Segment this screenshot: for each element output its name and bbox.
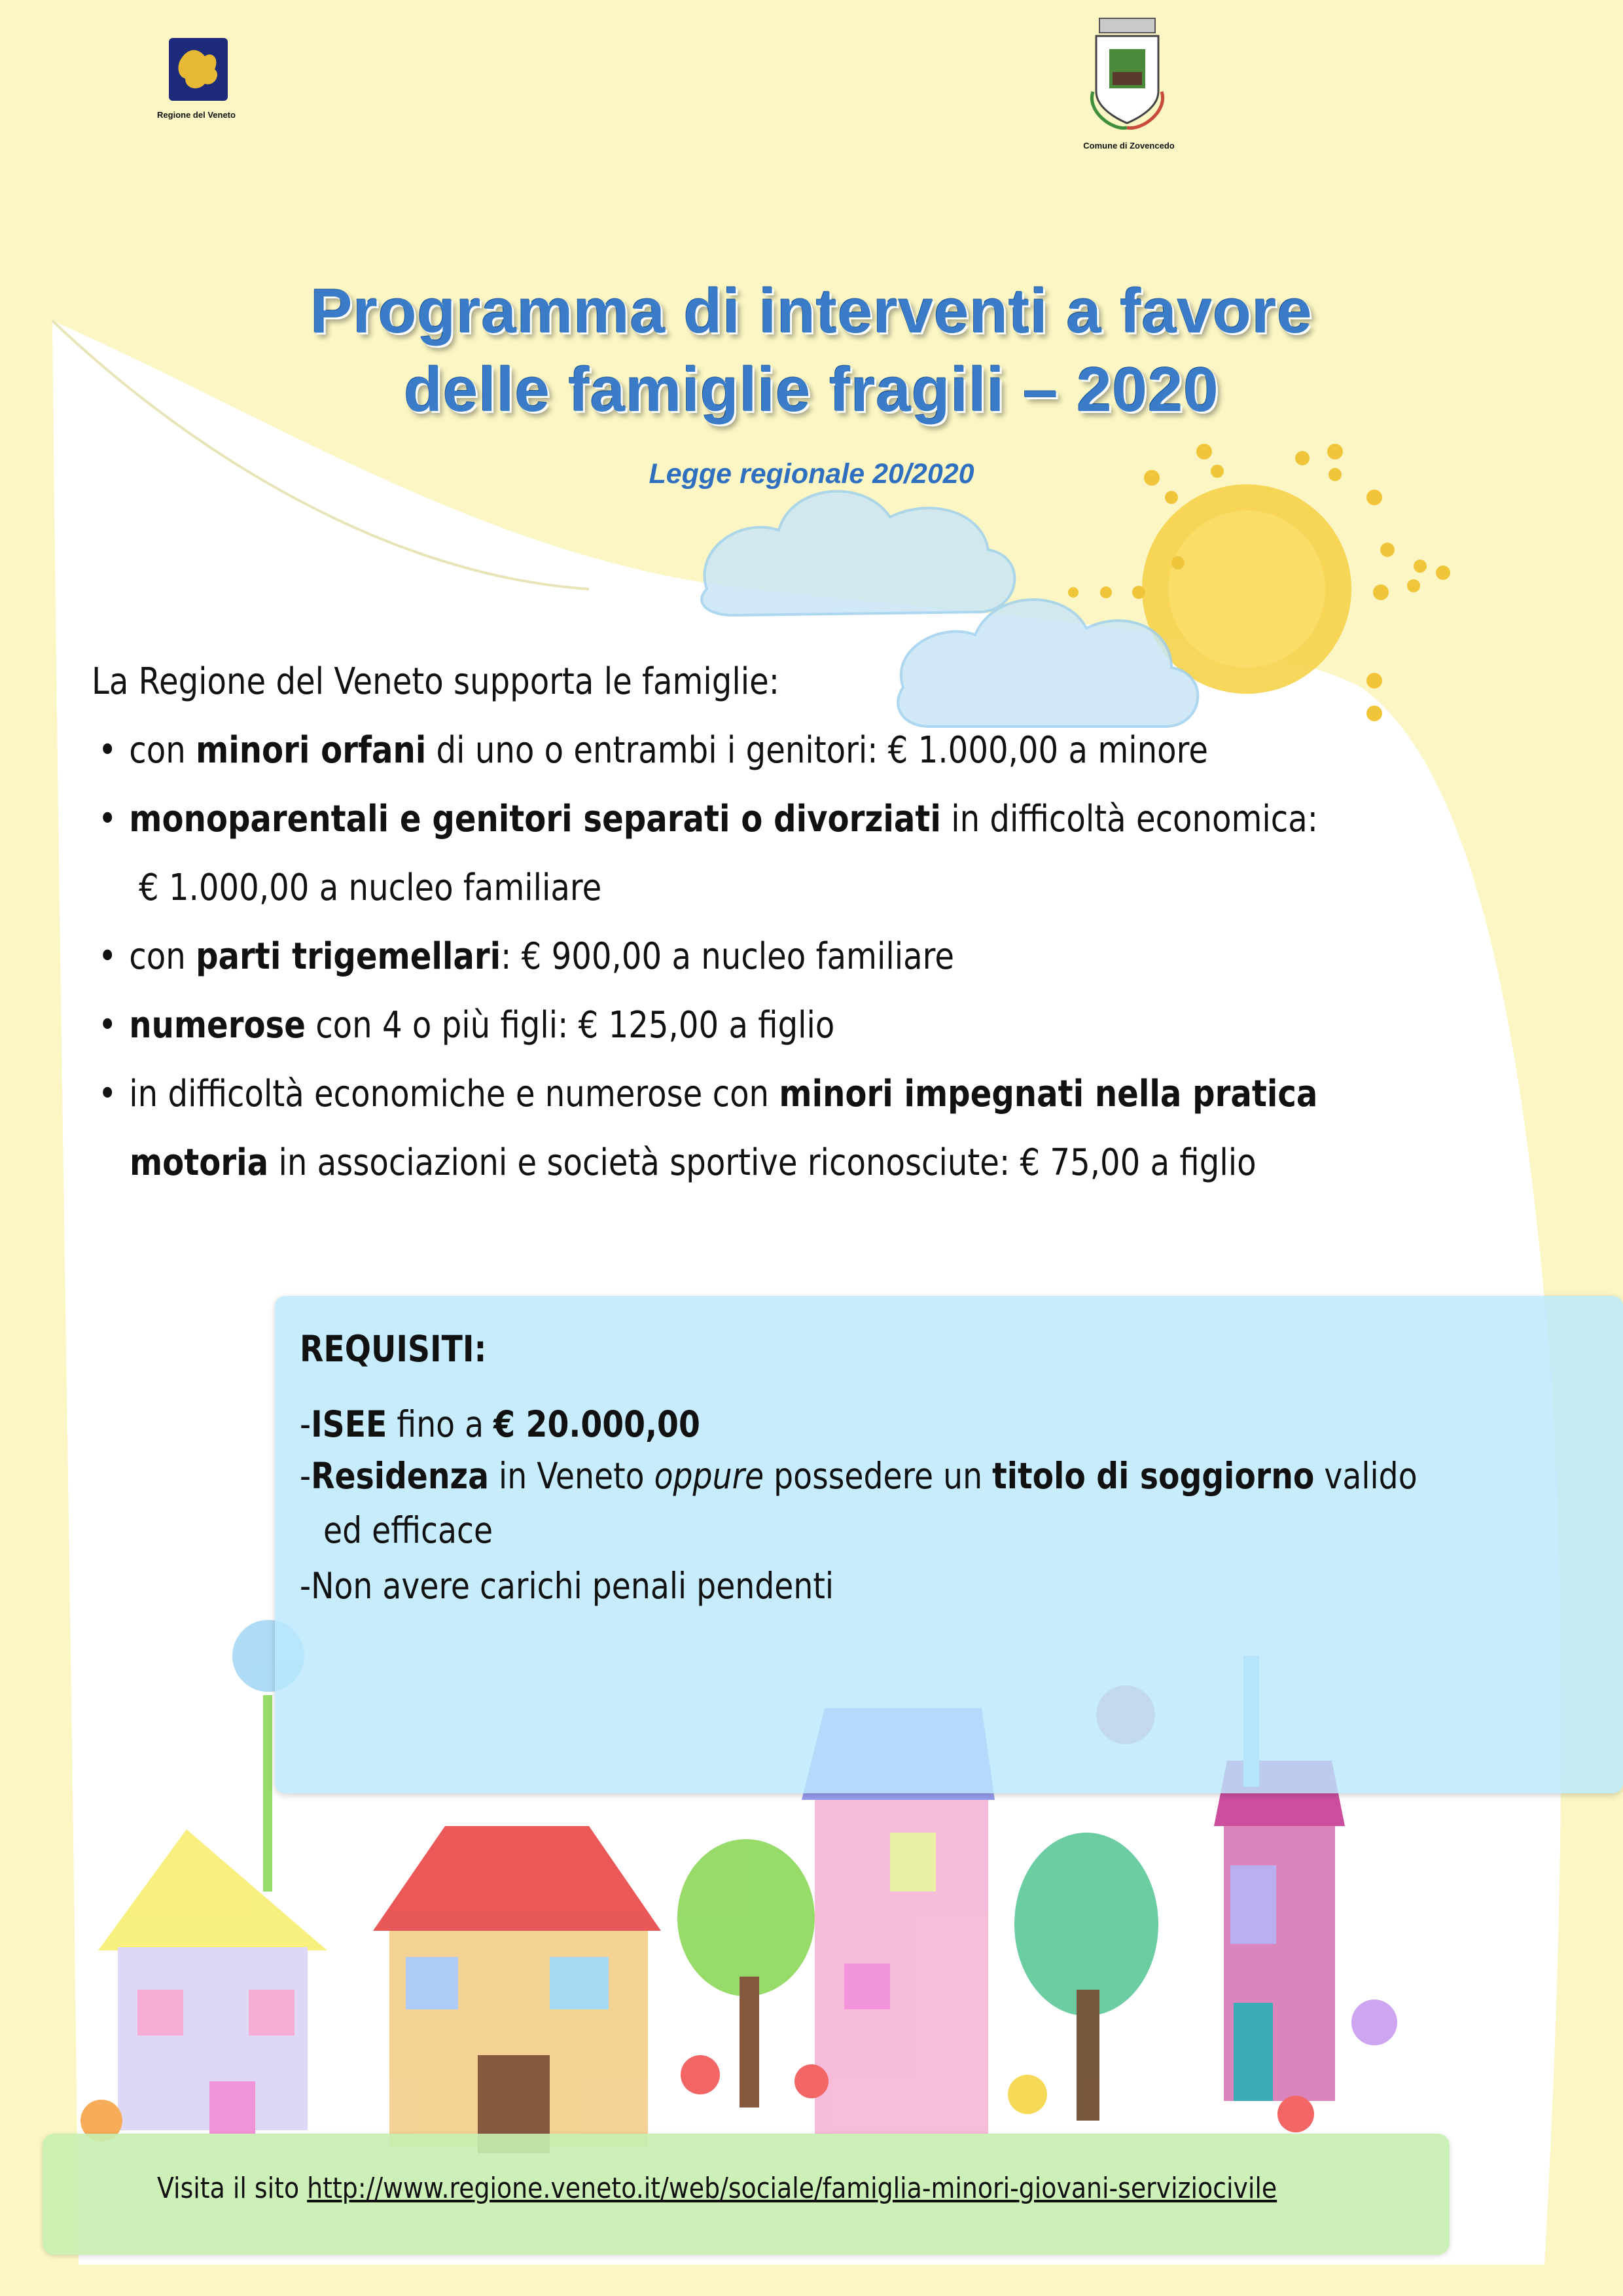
bullet-text: con 4 o più figli: € 125,00 a figlio [305, 1004, 835, 1047]
bullet-text: : € 900,00 a nucleo familiare [501, 935, 954, 978]
bullet-item-5 [98, 1073, 1317, 1115]
bullet-bold: numerose [129, 1004, 306, 1047]
intro-text: La Regione del Veneto supporta le famiglie: [92, 660, 779, 703]
bullet-text: con [129, 935, 196, 978]
regione-veneto-logo [169, 38, 228, 101]
bullet-dot: • [98, 1004, 117, 1047]
page-title-line-1: Programma di interventi a favore [310, 276, 1313, 346]
bullet-dot: • [98, 935, 117, 978]
req-bold: Residenza [311, 1455, 490, 1497]
req-bold: ISEE [311, 1403, 387, 1445]
bullet-text: in difficoltà economica: [940, 798, 1319, 840]
bullet-item-4 [98, 1005, 834, 1047]
bullet-item-3 [98, 936, 954, 978]
page-subtitle: Legge regionale 20/2020 [649, 458, 974, 490]
bullet-bold: minori orfani [196, 729, 427, 772]
req-italic: oppure [654, 1455, 764, 1497]
req-text: Non avere carichi penali pendenti [311, 1565, 834, 1607]
bullet-text: con [129, 729, 196, 772]
bullet-dot: • [98, 729, 117, 772]
req-text: fino a [387, 1403, 494, 1445]
bullet-bold: monoparentali e genitori separati o divorziati [129, 798, 941, 840]
comune-zovencedo-logo [1080, 13, 1175, 137]
requisiti-item-2-continuation: ed efficace [323, 1509, 493, 1551]
bullet-bold: parti trigemellari [196, 935, 501, 978]
requisiti-heading-text: REQUISITI: [300, 1328, 487, 1370]
req-bold: € 20.000,00 [493, 1403, 700, 1445]
footer-prefix: Visita il sito [157, 2172, 308, 2205]
req-text: possedere un [764, 1455, 993, 1497]
requisiti-item-3: -Non avere carichi penali pendenti [300, 1565, 834, 1607]
bullet-item-5-continuation [130, 1142, 1257, 1184]
bullet-text: in associazioni e società sportive riconosciute: € 75,00 a figlio [268, 1141, 1257, 1184]
bullet-dot: • [98, 1073, 117, 1115]
bullet-item-2-continuation: € 1.000,00 a nucleo familiare [139, 867, 602, 909]
footer-text [157, 2172, 1277, 2205]
bullet-dot: • [98, 798, 117, 840]
municipal-crest-icon [1080, 13, 1175, 137]
bullet-bold: minori impegnati nella pratica [779, 1073, 1318, 1115]
requisiti-heading [300, 1327, 486, 1371]
bullet-item-2 [98, 798, 1318, 840]
req-bold: titolo di soggiorno [992, 1455, 1315, 1497]
regione-logo-caption: Regione del Veneto [157, 110, 236, 120]
comune-logo-caption: Comune di Zovencedo [1083, 141, 1175, 151]
bullet-item-1 [98, 730, 1208, 772]
bullet-text: di uno o entrambi i genitori: € 1.000,00 a minore [426, 729, 1208, 772]
requisiti-item-2: -Residenza in Veneto oppure possedere un titolo di soggiorno valido [300, 1455, 1418, 1497]
req-text: in Veneto [489, 1455, 654, 1497]
bullet-bold: motoria [130, 1141, 269, 1184]
bullet-text: in difficoltà economiche e numerose con [129, 1073, 779, 1115]
req-text: valido [1314, 1455, 1418, 1497]
lion-crest-icon [169, 38, 228, 101]
page-title-line-2: delle famiglie fragili – 2020 [404, 355, 1219, 425]
website-link[interactable]: http://www.regione.veneto.it/web/sociale/famiglia-minori-giovani-serviziocivile [307, 2172, 1277, 2205]
requisiti-item-1: -ISEE fino a € 20.000,00 [300, 1403, 700, 1445]
